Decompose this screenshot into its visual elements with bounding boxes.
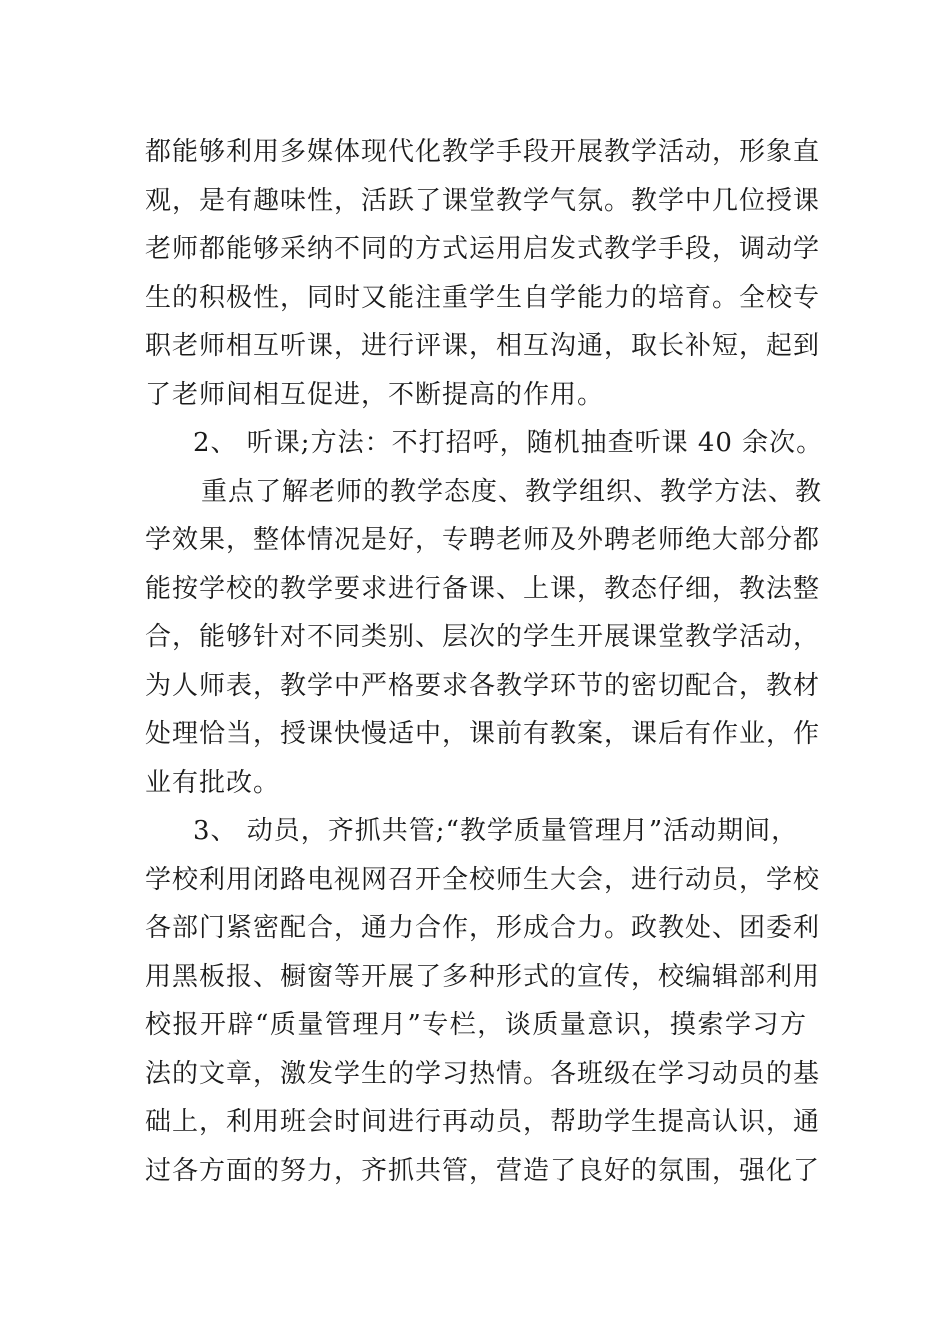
text-line: 学校利用闭路电视网召开全校师生大会，进行动员，学校 [145,864,821,895]
text-line: 各部门紧密配合，通力合作，形成合力。政教处、团委利 [145,913,821,943]
list-item-heading: 2、 听课;方法：不打招呼，随机抽查听课 40 余次。 [193,428,824,458]
text-line: 都能够利用多媒体现代化教学手段开展教学活动，形象直 [145,137,821,167]
text-line: 生的积极性，同时又能注重学生自学能力的培育。全校专 [145,282,821,313]
text-line: 了老师间相互促进，不断提高的作用。 [145,379,605,410]
text-line: 学效果，整体情况是好，专聘老师及外聘老师绝大部分都 [145,525,821,555]
text-line: 能按学校的教学要求进行备课、上课，教态仔细，教法整 [145,573,821,604]
text-line: 法的文章，激发学生的学习热情。各班级在学习动员的基 [145,1058,821,1089]
text-line: 职老师相互听课，进行评课，相互沟通，取长补短，起到 [145,331,821,361]
text-line: 处理恰当，授课快慢适中，课前有教案，课后有作业，作 [145,719,821,749]
text-line: 为人师表，教学中严格要求各教学环节的密切配合，教材 [145,670,821,701]
text-line: 合，能够针对不同类别、层次的学生开展课堂教学活动， [145,622,821,652]
body-text [145,128,824,1195]
text-line: 重点了解老师的教学态度、教学组织、教学方法、教 [201,476,823,507]
text-line: 业有批改。 [145,767,281,798]
text-line: 老师都能够采纳不同的方式运用启发式教学手段，调动学 [145,234,821,264]
text-line: 用黑板报、橱窗等开展了多种形式的宣传，校编辑部利用 [145,961,821,992]
text-line: 础上，利用班会时间进行再动员，帮助学生提高认识，通 [145,1107,821,1137]
text-line: 校报开辟“质量管理月”专栏，谈质量意识，摸索学习方 [145,1010,807,1040]
list-item-heading: 3、 动员，齐抓共管;“教学质量管理月”活动期间， [193,816,799,846]
text-line: 观，是有趣味性，活跃了课堂教学气氛。教学中几位授课 [145,185,821,216]
text-line: 过各方面的努力，齐抓共管，营造了良好的氛围，强化了 [145,1155,821,1186]
